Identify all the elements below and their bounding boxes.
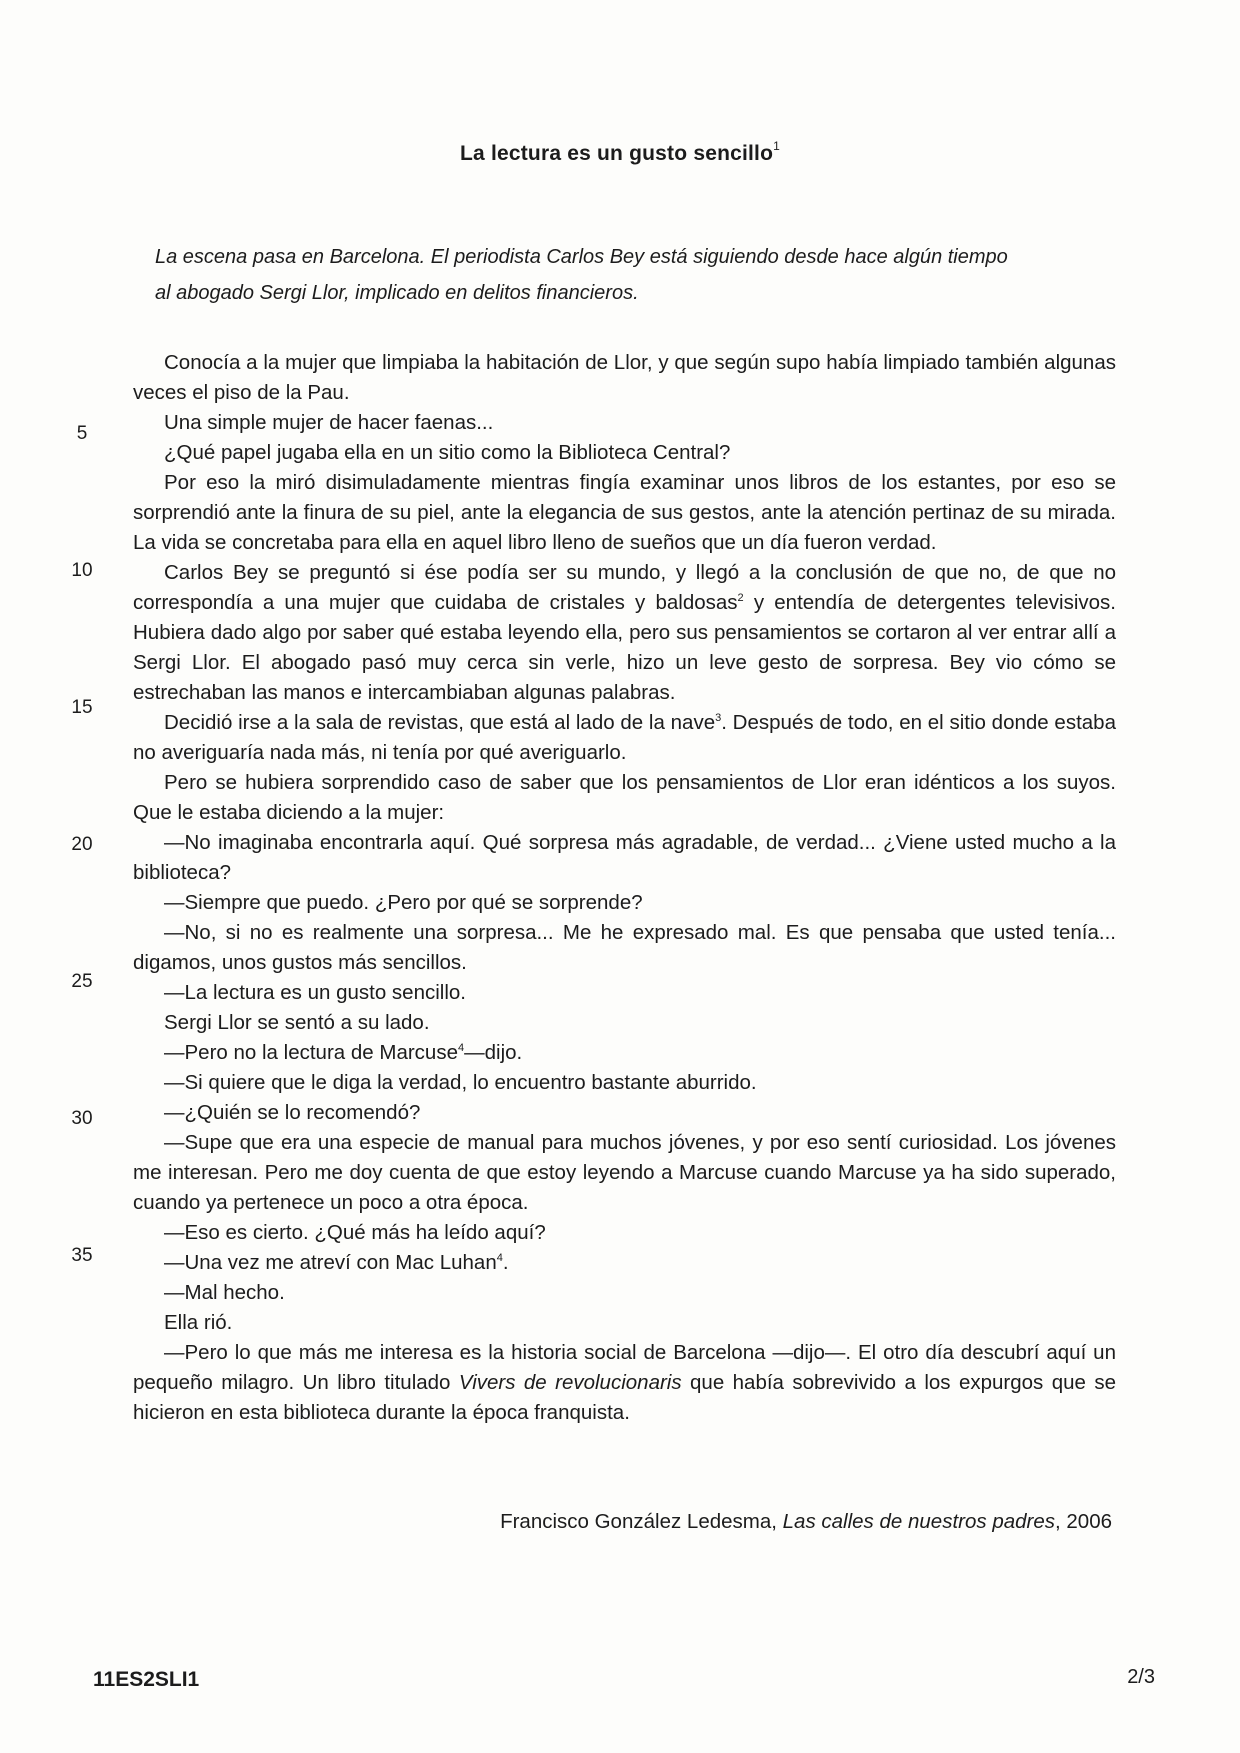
- paragraph: —Siempre que puedo. ¿Pero por qué se sorprende?: [164, 891, 643, 914]
- text-run: —dijo.: [464, 1041, 523, 1064]
- paragraph: —La lectura es un gusto sencillo.: [164, 981, 466, 1004]
- line-number: 15: [71, 697, 93, 718]
- paragraph: Sergi Llor se sentó a su lado.: [164, 1011, 430, 1034]
- text-run: y entendía de detergentes televisivos. Hubiera dado algo por saber qué estaba leyendo ella, pero sus pensamientos se cortaron al ver entrar allí a Sergi Llor. El abogado pasó muy cerca sin verle, hizo un leve gesto de sorpresa. Bey vio cómo se estrechaban las manos e intercambiaban algunas palabras.: [133, 591, 1116, 704]
- footnote-marker: 4: [496, 1252, 503, 1265]
- text-run: .: [502, 1251, 509, 1274]
- line-number: 5: [76, 423, 88, 444]
- title-footnote-marker: 1: [773, 139, 780, 153]
- text-run: Decidió irse a la sala de revistas, que está al lado de la nave: [164, 711, 716, 734]
- line-number: 35: [71, 1245, 93, 1266]
- footnote-marker: 3: [715, 712, 722, 725]
- attribution-author: Francisco González Ledesma,: [500, 1510, 783, 1533]
- document-title: [0, 141, 1240, 166]
- intro-line: al abogado Sergi Llor, implicado en delitos financieros.: [155, 282, 639, 304]
- paragraph: Conocía a la mujer que limpiaba la habitación de Llor, y que según supo había limpiado también algunas veces el piso de la Pau.: [133, 351, 1116, 404]
- text-run: —Pero lo que más me interesa es la historia social de Barcelona —dijo—. El otro día descubrí aquí un pequeño milagro. Un libro titulado: [133, 1341, 1116, 1394]
- paragraph: —Mal hecho.: [164, 1281, 285, 1304]
- footnote-marker: 2: [737, 592, 744, 605]
- text-run: . Después de todo, en el sitio donde estaba no averiguaría nada más, ni tenía por qué averiguarlo.: [133, 711, 1116, 764]
- line-number: 10: [71, 560, 93, 581]
- source-attribution: [500, 1510, 1112, 1534]
- paragraph: —Si quiere que le diga la verdad, lo encuentro bastante aburrido.: [164, 1071, 757, 1094]
- paragraph: —¿Quién se lo recomendó?: [164, 1101, 421, 1124]
- text-run: que había sobrevivido a los expurgos que se hicieron en esta biblioteca durante la época franquista.: [133, 1371, 1116, 1424]
- attribution-year: , 2006: [1055, 1510, 1112, 1533]
- paragraph: —Eso es cierto. ¿Qué más ha leído aquí?: [164, 1221, 546, 1244]
- footnote-marker: 4: [457, 1042, 465, 1055]
- line-number: 25: [71, 971, 93, 992]
- line-number: 30: [71, 1108, 93, 1129]
- page-number: 2/3: [1127, 1666, 1155, 1688]
- paragraph: Por eso la miró disimuladamente mientras fingía examinar unos libros de los estantes, por eso se sorprendió ante la finura de su piel, ante la elegancia de sus gestos, ante la atención pertinaz de su mirada. La vida se concretaba para ella en aquel libro lleno de sueños que un día fueron verdad.: [133, 471, 1116, 554]
- document-code: 11ES2SLI1: [93, 1668, 200, 1691]
- paragraph: —No imaginaba encontrarla aquí. Qué sorpresa más agradable, de verdad... ¿Viene usted mucho a la biblioteca?: [133, 831, 1116, 884]
- text-run: —Pero no la lectura de Marcuse: [164, 1041, 458, 1064]
- intro-line: La escena pasa en Barcelona. El periodista Carlos Bey está siguiendo desde hace algún tiempo: [155, 246, 1008, 268]
- paragraph: ¿Qué papel jugaba ella en un sitio como la Biblioteca Central?: [164, 441, 731, 464]
- paragraph: [133, 1038, 1116, 1068]
- title-text: La lectura es un gusto sencillo: [460, 142, 774, 165]
- paragraph: [133, 558, 1116, 708]
- story-body: [133, 348, 1116, 1428]
- paragraph: [133, 708, 1116, 768]
- text-run: —Una vez me atreví con Mac Luhan: [164, 1251, 497, 1274]
- line-number: 20: [71, 834, 93, 855]
- paragraph: Una simple mujer de hacer faenas...: [164, 411, 494, 434]
- paragraph: Pero se hubiera sorprendido caso de saber que los pensamientos de Llor eran idénticos a los suyos. Que le estaba diciendo a la mujer:: [133, 771, 1116, 824]
- intro-text: [155, 239, 1115, 311]
- paragraph: [133, 1248, 1116, 1278]
- paragraph: [133, 1338, 1116, 1428]
- text-run: Carlos Bey se preguntó si ése podía ser su mundo, y llegó a la conclusión de que no, de que no correspondía a una mujer que cuidaba de cristales y baldosas: [133, 561, 1116, 614]
- attribution-work: Las calles de nuestros padres: [782, 1510, 1055, 1533]
- paragraph: Ella rió.: [164, 1311, 233, 1334]
- paragraph: —Supe que era una especie de manual para muchos jóvenes, y por eso sentí curiosidad. Los jóvenes me interesan. Pero me doy cuenta de que estoy leyendo a Marcuse cuando Marcuse ya ha sido superado, cuando ya pertenece un poco a otra época.: [133, 1131, 1116, 1214]
- paragraph: —No, si no es realmente una sorpresa... Me he expresado mal. Es que pensaba que usted tenía... digamos, unos gustos más sencillos.: [133, 921, 1116, 974]
- book-title: Vivers de revolucionaris: [458, 1371, 682, 1394]
